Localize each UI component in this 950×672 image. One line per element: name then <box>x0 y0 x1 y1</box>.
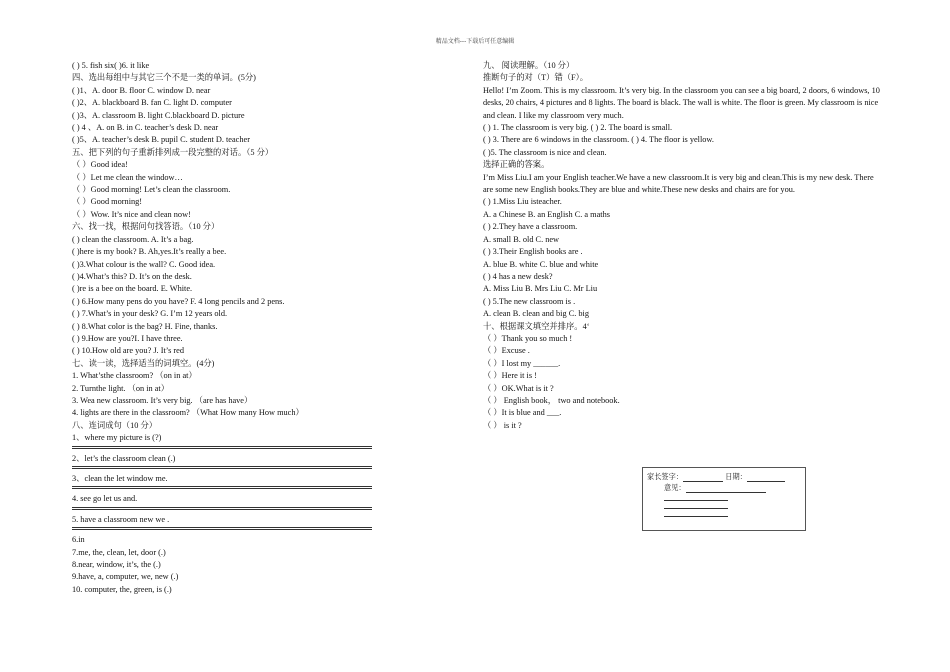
worksheet-line: ( ) 5.The new classroom is . <box>483 296 576 306</box>
worksheet-line: 推断句子的对（T）错（F）。 <box>483 73 589 83</box>
answer-line[interactable] <box>72 486 372 487</box>
worksheet-line: ( ) 1.Miss Liu isteacher. <box>483 197 562 207</box>
worksheet-line: ( )3、A. classroom B. light C.blackboard D. picture <box>72 110 245 120</box>
page-header: 精品文档---下载后可任意编辑 <box>435 38 515 45</box>
sentence-item: 9.have, a, computer, we, new (.) <box>72 572 179 582</box>
answer-line[interactable] <box>72 466 372 467</box>
sentence-item: 4. see go let us and. <box>72 494 138 504</box>
answer-line[interactable] <box>72 448 372 449</box>
worksheet-line: 四、选出每组中与其它三个不是一类的单词。(5分) <box>72 73 256 83</box>
worksheet-line: ( ) 4 、A. on B. in C. teacher’s desk D. near <box>72 123 219 133</box>
comment-blank[interactable] <box>686 484 766 493</box>
worksheet-line: A. a Chinese B. an English C. a maths <box>483 209 610 219</box>
worksheet-line: A. blue B. white C. blue and white <box>483 259 599 269</box>
worksheet-line: ( ) 3.Their English books are . <box>483 247 583 257</box>
worksheet-line: （ ）Good morning! Let’s clean the classroom. <box>72 185 231 195</box>
parent-signature-label: 家长签字： <box>647 472 683 481</box>
worksheet-line: （ ）Wow. It’s nice and clean now! <box>72 209 191 219</box>
worksheet-line: ( ) 6.How many pens do you have? F. 4 long pencils and 2 pens. <box>72 296 285 306</box>
worksheet-line: A. clean B. clean and big C. big <box>483 309 589 319</box>
sentence-ordering-section <box>72 432 372 596</box>
worksheet-line: ( ) 1. The classroom is very big. ( ) 2. The board is small. <box>483 123 673 133</box>
comment-label: 意见： <box>664 483 686 492</box>
worksheet-line: （ ）Let me clean the window… <box>72 172 183 182</box>
parent-signature-blank[interactable] <box>683 473 723 482</box>
sentence-item: 2、let’s the classroom clean (.) <box>72 453 176 463</box>
worksheet-line: 八、连词成句（10 分） <box>72 420 158 430</box>
worksheet-line: ( )5、A. teacher’s desk B. pupil C. student D. teacher <box>72 135 250 145</box>
worksheet-line: ( )4.What’s this? D. It’s on the desk. <box>72 271 192 281</box>
sentence-item: 7.me, the, clean, let, door (.) <box>72 547 166 557</box>
worksheet-line: ( ) clean the classroom. A. It’s a bag. <box>72 234 194 244</box>
worksheet-line: I’m Miss Liu.I am your English teacher.We have a new classroom.It is very big and clean.This is my new desk. There are some new English books.They are blue and white.These new desks and chairs are for you. <box>483 172 874 195</box>
worksheet-line: （ ） is it ? <box>483 420 522 430</box>
worksheet-line: （ ）It is blue and ___. <box>483 408 562 418</box>
worksheet-line: ( ) 9.How are you?I. I have three. <box>72 333 183 343</box>
sentence-item: 8.near, window, it’s, the (.) <box>72 560 161 570</box>
right-column <box>483 60 883 432</box>
worksheet-line: （ ）I lost my ______. <box>483 358 561 368</box>
worksheet-line: 七、读一读，选择适当的词填空。(4分) <box>72 358 215 368</box>
comment-line <box>664 508 728 509</box>
worksheet-line: ( )here is my book? B. Ah,yes.It’s really a bee. <box>72 247 227 257</box>
worksheet-line: 六、找一找，根据问句找答语。（10 分） <box>72 222 220 232</box>
worksheet-line: ( )re is a bee on the board. E. White. <box>72 284 193 294</box>
worksheet-line: ( ) 7.What’s in your desk? G. I’m 12 years old. <box>72 309 228 319</box>
comment-line <box>664 500 728 501</box>
answer-line[interactable] <box>72 509 372 510</box>
comment-line <box>664 516 728 517</box>
answer-line[interactable] <box>72 468 372 469</box>
date-blank[interactable] <box>747 473 785 482</box>
date-label: 日期： <box>725 472 747 481</box>
worksheet-line: 2. Turnthe light. （on in at） <box>72 383 170 393</box>
worksheet-line: ( )2、A. blackboard B. fan C. light D. computer <box>72 98 232 108</box>
answer-line[interactable] <box>72 507 372 508</box>
worksheet-line: ( ) 3. There are 6 windows in the classroom. ( ) 4. The floor is yellow. <box>483 135 714 145</box>
worksheet-line: （ ） English book， two and notebook. <box>483 395 620 405</box>
answer-line[interactable] <box>72 527 372 528</box>
worksheet-line: ( )1、A. door B. floor C. window D. near <box>72 85 211 95</box>
sentence-item: 6.in <box>72 535 85 545</box>
worksheet-line: ( ) 8.What color is the bag? H. Fine, thanks. <box>72 321 218 331</box>
sentence-item: 5. have a classroom new we . <box>72 514 170 524</box>
worksheet-line: （ ）Good morning! <box>72 197 143 207</box>
worksheet-line: 1. What’sthe classroom? （on in at） <box>72 371 197 381</box>
worksheet-line: （ ）Here it is ! <box>483 371 537 381</box>
answer-line[interactable] <box>72 446 372 447</box>
worksheet-line: ( ) 10.How old are you? J. It’s red <box>72 346 184 356</box>
worksheet-line: ( )5. The classroom is nice and clean. <box>483 147 607 157</box>
sentence-item: 10. computer, the, green, is (.) <box>72 584 172 594</box>
answer-line[interactable] <box>72 488 372 489</box>
left-column <box>72 60 372 596</box>
worksheet-line: （ ）Good idea! <box>72 160 128 170</box>
worksheet-line: ( )3.What colour is the wall? C. Good idea. <box>72 259 216 269</box>
answer-line[interactable] <box>72 529 372 530</box>
worksheet-line: （ ）Excuse . <box>483 346 530 356</box>
worksheet-line: ( ) 4 has a new desk? <box>483 271 553 281</box>
sentence-item: 1、where my picture is (?) <box>72 433 162 443</box>
worksheet-line: ( ) 5. fish six( )6. it like <box>72 61 150 70</box>
worksheet-line: ( ) 2.They have a classroom. <box>483 222 578 232</box>
worksheet-line: （ ）OK.What is it ? <box>483 383 554 393</box>
worksheet-line: 3. Wea new classroom. It’s very big. （are has have） <box>72 395 253 405</box>
worksheet-line: 九、 阅读理解。（10 分） <box>483 61 575 70</box>
worksheet-line: 选择正确的答案。 <box>483 160 550 170</box>
worksheet-line: A. small B. old C. new <box>483 234 560 244</box>
sentence-item: 3、clean the let window me. <box>72 474 168 483</box>
worksheet-line: （ ）Thank you so much ! <box>483 333 573 343</box>
worksheet-line: 4. lights are there in the classroom? （What How many How much） <box>72 408 304 418</box>
parent-signature-box <box>642 467 806 531</box>
worksheet-line: Hello! I’m Zoom. This is my classroom. It’s very big. In the classroom you can see a big board, 2 doors, 6 windows, 10 desks, 20 chairs, 4 pictures and 8 lights. The board is black. The wall is white. The floor is green. My classroom is nice and clean. I like my classroom very much. <box>483 85 880 120</box>
worksheet-line: 十、根据课文填空并排序。4‘ <box>483 321 590 331</box>
worksheet-line: A. Miss Liu B. Mrs Liu C. Mr Liu <box>483 284 598 294</box>
worksheet-line: 五、把下列的句子重新排列成一段完整的对话。（5 分） <box>72 147 274 157</box>
